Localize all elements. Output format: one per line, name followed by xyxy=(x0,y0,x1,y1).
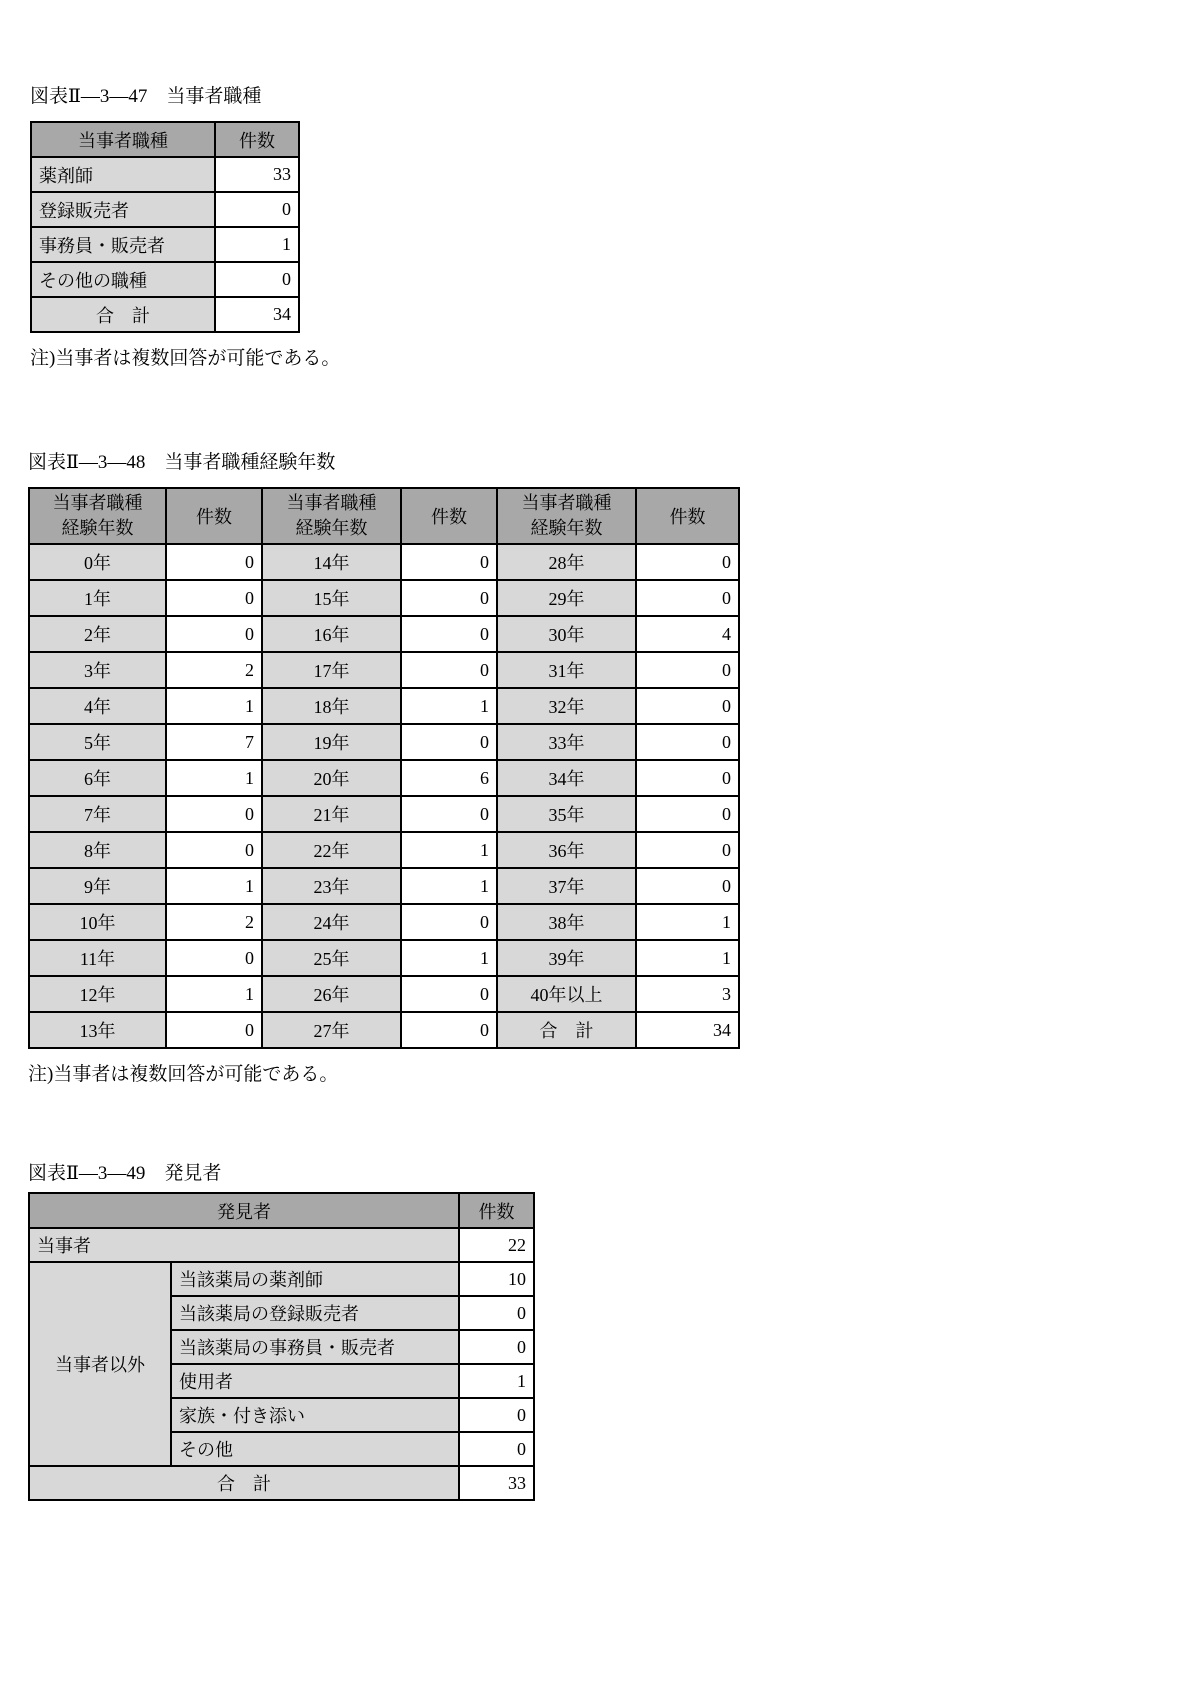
table3-header-count: 件数 xyxy=(459,1193,534,1228)
table2-year-label: 28年 xyxy=(497,544,636,580)
table2-year-label: 14年 xyxy=(262,544,401,580)
table3-total-label: 合 計 xyxy=(29,1466,459,1500)
table2-year-label: 22年 xyxy=(262,832,401,868)
table3-sub-value: 0 xyxy=(459,1330,534,1364)
table2-count-value: 3 xyxy=(636,976,739,1012)
table2-count-value: 7 xyxy=(166,724,262,760)
table2-experience-years xyxy=(28,487,740,1049)
table2-count-value: 0 xyxy=(166,796,262,832)
table2-year-label: 29年 xyxy=(497,580,636,616)
table2-row xyxy=(29,832,739,868)
table2-year-label: 6年 xyxy=(29,760,166,796)
table2-count-value: 0 xyxy=(636,544,739,580)
table1-row xyxy=(31,157,299,192)
table3-total-value: 33 xyxy=(459,1466,534,1500)
table3-sub-value: 10 xyxy=(459,1262,534,1296)
table2-count-value: 0 xyxy=(636,796,739,832)
figure-49-block xyxy=(28,1163,535,1501)
table2-note: 注)当事者は複数回答が可能である。 xyxy=(28,1064,339,1085)
table2-year-label: 18年 xyxy=(262,688,401,724)
table2-year-label: 26年 xyxy=(262,976,401,1012)
table2-year-label: 34年 xyxy=(497,760,636,796)
table2-year-label: 4年 xyxy=(29,688,166,724)
table2-count-value: 4 xyxy=(636,616,739,652)
table3-discoverer xyxy=(28,1192,535,1501)
table2-count-value: 1 xyxy=(636,940,739,976)
table2-count-value: 0 xyxy=(401,976,497,1012)
table2-count-value: 1 xyxy=(401,868,497,904)
table2-year-label: 23年 xyxy=(262,868,401,904)
table2-row xyxy=(29,688,739,724)
table3-sub-label: その他 xyxy=(171,1432,459,1466)
table2-count-value: 0 xyxy=(636,868,739,904)
table3-header-row xyxy=(29,1193,534,1228)
table1-row-value: 33 xyxy=(215,157,299,192)
table3-title: 図表Ⅱ―3―49 発見者 xyxy=(28,1163,222,1184)
table1-row-value: 1 xyxy=(215,227,299,262)
table2-header-label xyxy=(29,488,166,544)
table2-year-label: 40年以上 xyxy=(497,976,636,1012)
table1-total-row xyxy=(31,297,299,332)
table3-sub-label: 使用者 xyxy=(171,1364,459,1398)
table2-year-label: 0年 xyxy=(29,544,166,580)
table1-row-label: 薬剤師 xyxy=(31,157,215,192)
table2-header-count: 件数 xyxy=(166,488,262,544)
table2-count-value: 1 xyxy=(166,868,262,904)
table1-body xyxy=(31,122,299,332)
table2-year-label: 15年 xyxy=(262,580,401,616)
table2-count-value: 0 xyxy=(636,580,739,616)
table2-count-value: 0 xyxy=(401,724,497,760)
table2-count-value: 0 xyxy=(636,760,739,796)
table2-count-value: 2 xyxy=(166,652,262,688)
table3-sub-value: 0 xyxy=(459,1398,534,1432)
table1-row-value: 0 xyxy=(215,262,299,297)
table1-title: 図表Ⅱ―3―47 当事者職種 xyxy=(30,86,262,107)
table2-header-label xyxy=(497,488,636,544)
table2-count-value: 0 xyxy=(166,580,262,616)
table3-party-label: 当事者 xyxy=(29,1228,459,1262)
table2-row xyxy=(29,976,739,1012)
table3-sub-value: 0 xyxy=(459,1296,534,1330)
table2-count-value: 0 xyxy=(401,616,497,652)
table2-count-value: 34 xyxy=(636,1012,739,1048)
table2-count-value: 0 xyxy=(166,544,262,580)
table1-note: 注)当事者は複数回答が可能である。 xyxy=(30,348,341,369)
table2-count-value: 1 xyxy=(166,688,262,724)
table2-header-label-line1: 当事者職種 xyxy=(286,493,377,513)
table2-count-value: 0 xyxy=(401,796,497,832)
table2-count-value: 1 xyxy=(166,760,262,796)
table3-sub-label: 当該薬局の薬剤師 xyxy=(171,1262,459,1296)
table1-row-label: 事務員・販売者 xyxy=(31,227,215,262)
table3-party-value: 22 xyxy=(459,1228,534,1262)
table1-row-label: その他の職種 xyxy=(31,262,215,297)
table2-year-label: 5年 xyxy=(29,724,166,760)
table2-year-label: 37年 xyxy=(497,868,636,904)
table2-row xyxy=(29,1012,739,1048)
table2-header-label xyxy=(262,488,401,544)
table2-year-label: 9年 xyxy=(29,868,166,904)
table2-year-label: 20年 xyxy=(262,760,401,796)
table2-count-value: 0 xyxy=(401,1012,497,1048)
table2-year-label: 17年 xyxy=(262,652,401,688)
table2-header-count: 件数 xyxy=(636,488,739,544)
table1-header-row xyxy=(31,122,299,157)
table3-sub-value: 0 xyxy=(459,1432,534,1466)
table3-sub-label: 家族・付き添い xyxy=(171,1398,459,1432)
table2-header-label-line2: 経験年数 xyxy=(530,518,603,538)
table2-row xyxy=(29,760,739,796)
table2-count-value: 0 xyxy=(401,652,497,688)
table2-row xyxy=(29,580,739,616)
table2-row xyxy=(29,724,739,760)
table2-year-label: 12年 xyxy=(29,976,166,1012)
table2-header-label-line1: 当事者職種 xyxy=(52,493,143,513)
table2-year-label: 33年 xyxy=(497,724,636,760)
table1-occupation xyxy=(30,121,300,333)
table2-header-label-line2: 経験年数 xyxy=(295,518,368,538)
table2-year-label: 7年 xyxy=(29,796,166,832)
table2-count-value: 2 xyxy=(166,904,262,940)
table2-count-value: 0 xyxy=(636,688,739,724)
table1-row-value: 0 xyxy=(215,192,299,227)
table2-header-label-line1: 当事者職種 xyxy=(521,493,612,513)
table2-year-label: 39年 xyxy=(497,940,636,976)
table3-first-row xyxy=(29,1228,534,1262)
table3-group-label: 当事者以外 xyxy=(29,1262,171,1466)
table1-total-label: 合 計 xyxy=(31,297,215,332)
table2-row xyxy=(29,904,739,940)
table2-year-label: 合 計 xyxy=(497,1012,636,1048)
table2-count-value: 0 xyxy=(401,544,497,580)
table2-count-value: 0 xyxy=(166,616,262,652)
table2-year-label: 38年 xyxy=(497,904,636,940)
table2-row xyxy=(29,940,739,976)
table3-total-row xyxy=(29,1466,534,1500)
table2-count-value: 0 xyxy=(166,832,262,868)
table2-year-label: 24年 xyxy=(262,904,401,940)
table2-year-label: 3年 xyxy=(29,652,166,688)
table2-year-label: 32年 xyxy=(497,688,636,724)
table2-count-value: 1 xyxy=(636,904,739,940)
table2-body xyxy=(29,488,739,1048)
table3-sub-value: 1 xyxy=(459,1364,534,1398)
table2-row xyxy=(29,652,739,688)
table2-year-label: 27年 xyxy=(262,1012,401,1048)
table1-row xyxy=(31,262,299,297)
table3-body xyxy=(29,1193,534,1500)
table2-year-label: 1年 xyxy=(29,580,166,616)
table2-year-label: 13年 xyxy=(29,1012,166,1048)
table2-count-value: 1 xyxy=(166,976,262,1012)
table2-year-label: 35年 xyxy=(497,796,636,832)
table2-header-count: 件数 xyxy=(401,488,497,544)
table2-count-value: 0 xyxy=(636,724,739,760)
table3-sub-label: 当該薬局の登録販売者 xyxy=(171,1296,459,1330)
figure-48-block xyxy=(28,452,740,1086)
table2-count-value: 0 xyxy=(401,904,497,940)
table1-header-count: 件数 xyxy=(215,122,299,157)
table1-row-label: 登録販売者 xyxy=(31,192,215,227)
table1-row xyxy=(31,227,299,262)
table2-count-value: 1 xyxy=(401,940,497,976)
figure-47-block xyxy=(30,86,340,370)
table1-row xyxy=(31,192,299,227)
table2-year-label: 36年 xyxy=(497,832,636,868)
table2-header-row xyxy=(29,488,739,544)
table2-header-label-line2: 経験年数 xyxy=(61,518,134,538)
table2-year-label: 10年 xyxy=(29,904,166,940)
table2-count-value: 0 xyxy=(636,652,739,688)
table2-count-value: 1 xyxy=(401,832,497,868)
table3-sub-label: 当該薬局の事務員・販売者 xyxy=(171,1330,459,1364)
table2-title: 図表Ⅱ―3―48 当事者職種経験年数 xyxy=(28,452,336,473)
table1-header-occupation: 当事者職種 xyxy=(31,122,215,157)
table2-year-label: 21年 xyxy=(262,796,401,832)
table2-year-label: 19年 xyxy=(262,724,401,760)
table2-count-value: 0 xyxy=(166,940,262,976)
table1-total-value: 34 xyxy=(215,297,299,332)
table2-year-label: 25年 xyxy=(262,940,401,976)
table2-year-label: 2年 xyxy=(29,616,166,652)
table2-year-label: 31年 xyxy=(497,652,636,688)
table2-year-label: 16年 xyxy=(262,616,401,652)
table2-year-label: 8年 xyxy=(29,832,166,868)
table2-row xyxy=(29,868,739,904)
table2-row xyxy=(29,616,739,652)
table2-count-value: 1 xyxy=(401,688,497,724)
table2-row xyxy=(29,544,739,580)
table2-year-label: 11年 xyxy=(29,940,166,976)
table2-year-label: 30年 xyxy=(497,616,636,652)
table2-row xyxy=(29,796,739,832)
table2-count-value: 0 xyxy=(166,1012,262,1048)
table2-count-value: 0 xyxy=(401,580,497,616)
table2-count-value: 0 xyxy=(636,832,739,868)
table3-group-row xyxy=(29,1262,534,1296)
table2-count-value: 6 xyxy=(401,760,497,796)
table3-header-discoverer: 発見者 xyxy=(29,1193,459,1228)
